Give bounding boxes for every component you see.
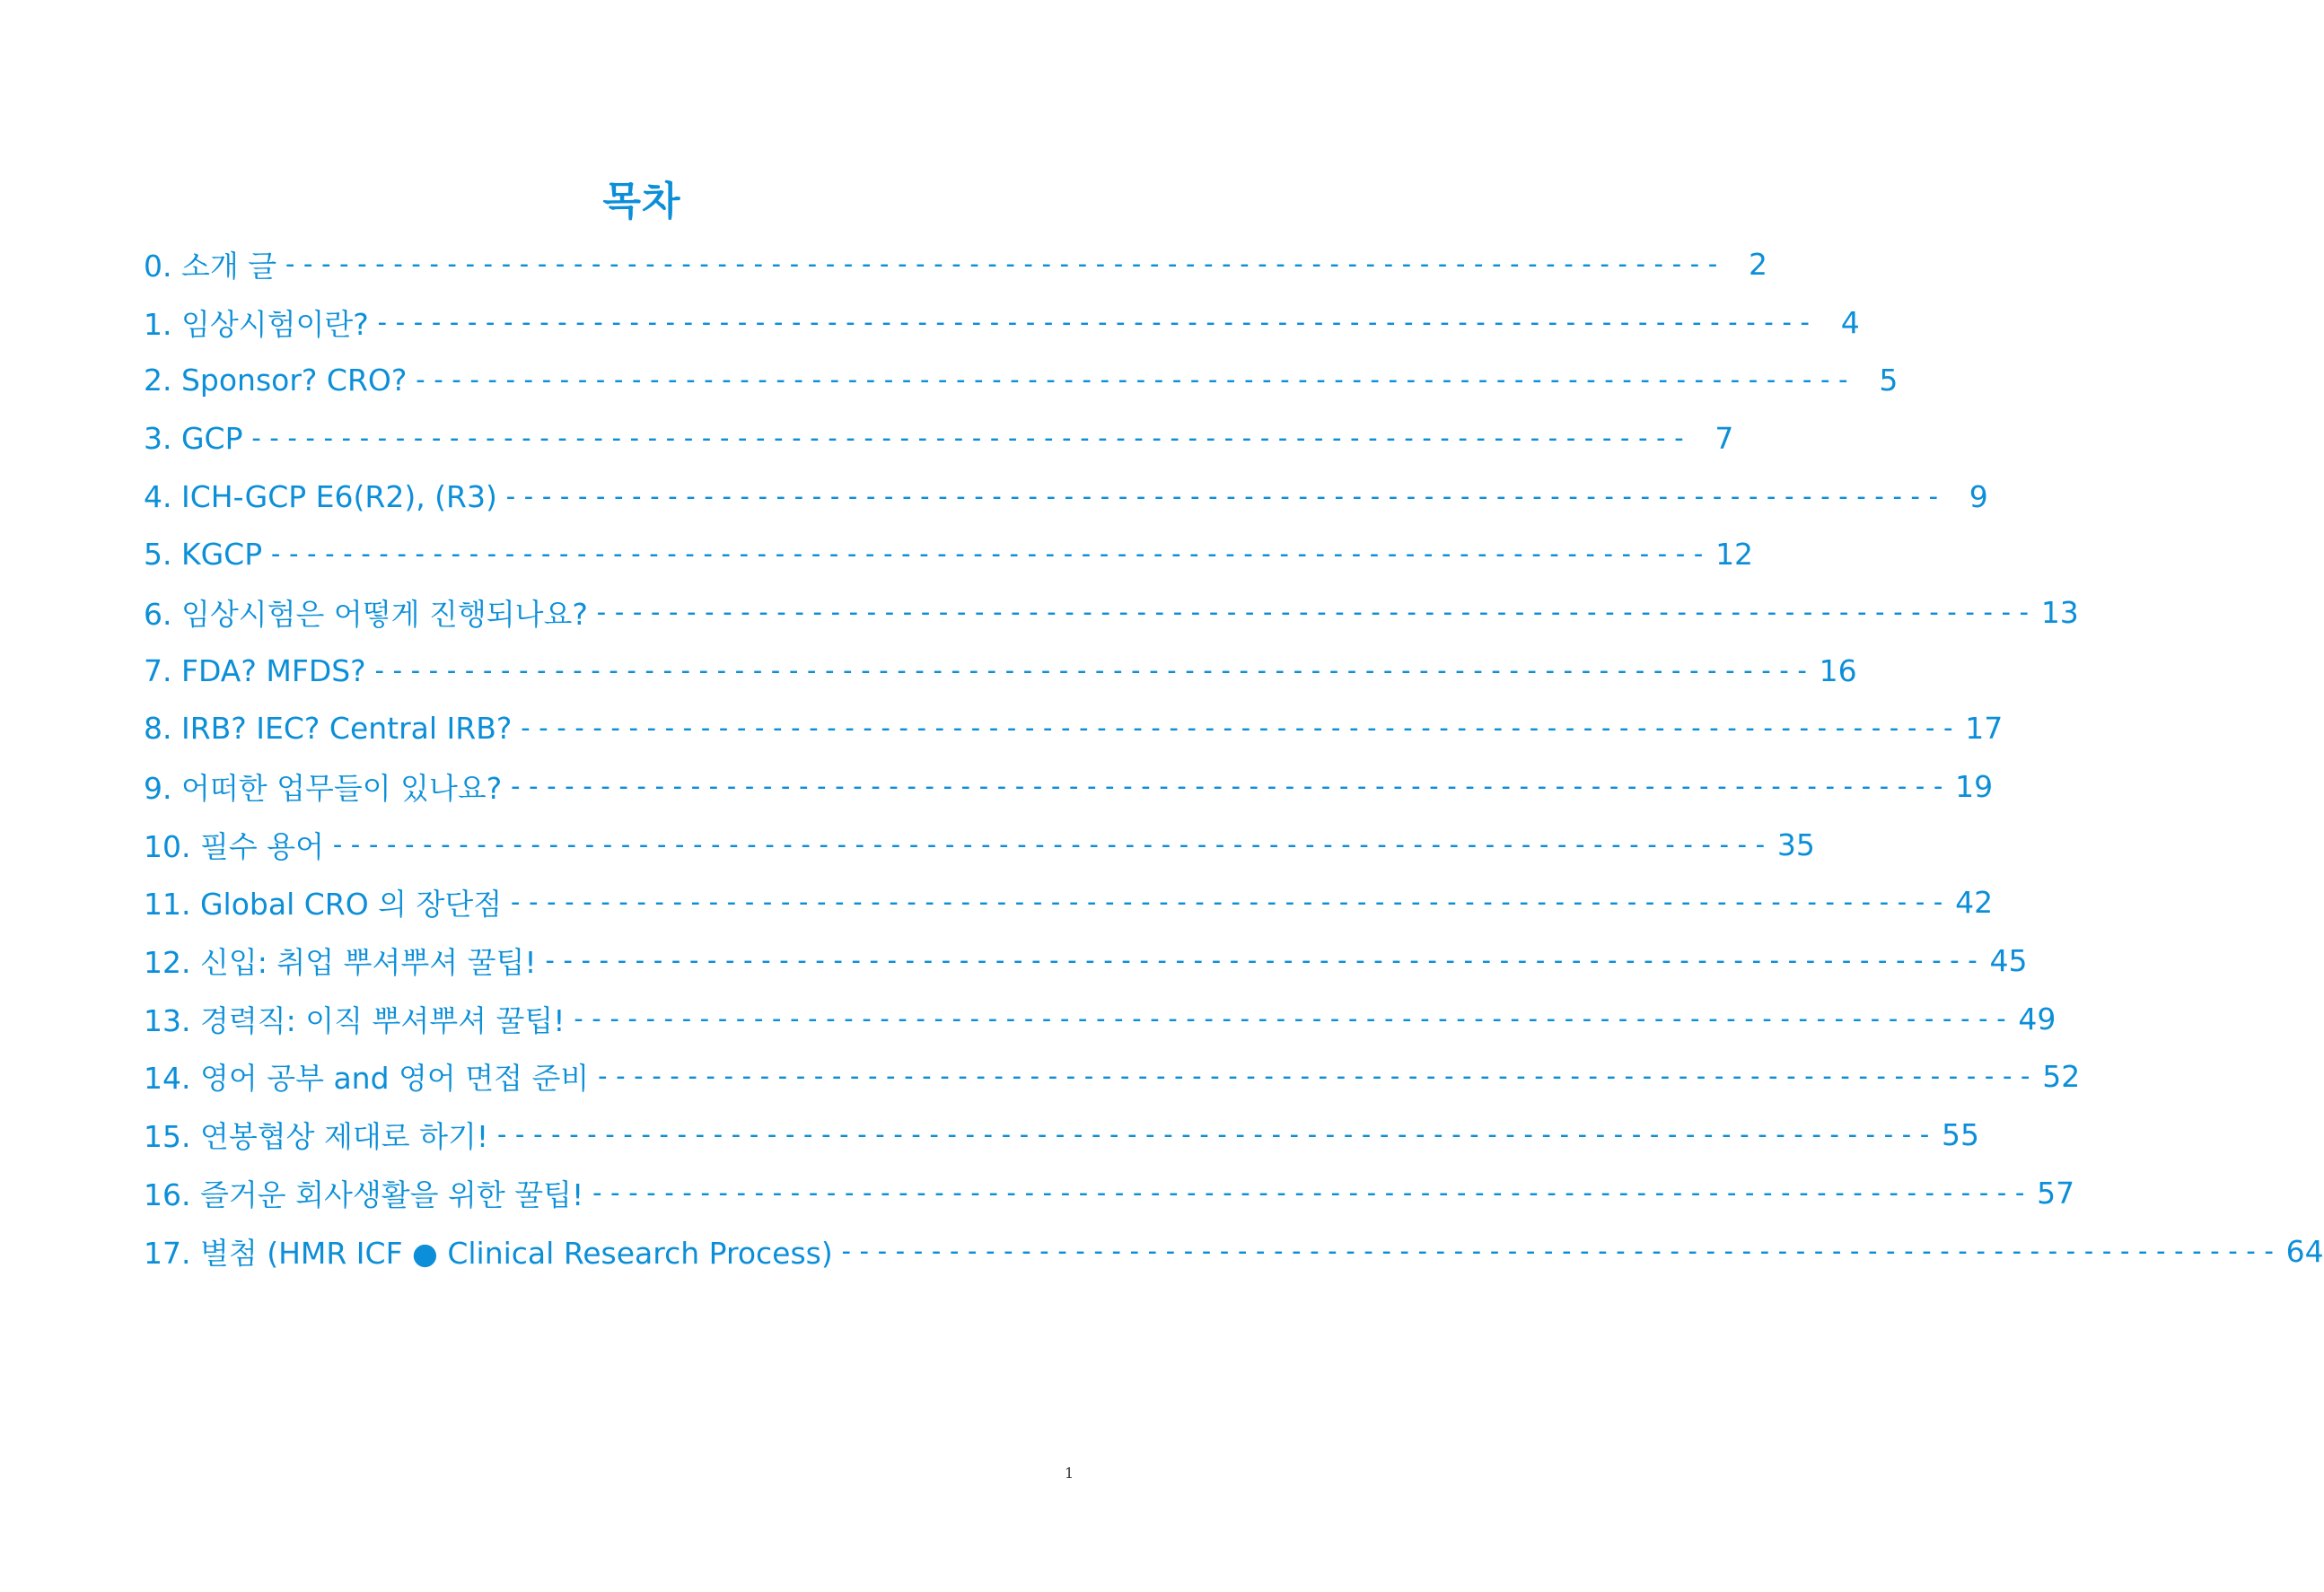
toc-entry-page: 64: [2285, 1233, 2324, 1269]
toc-entry-page: 35: [1776, 827, 1815, 862]
toc-leader-dashes: --------------------------------------------------------------------------------: [373, 306, 1815, 338]
toc-entry-label: 2. Sponsor? CRO?: [144, 363, 408, 398]
toc-entry: [144, 583, 2079, 642]
page-number: 1: [1065, 1465, 1074, 1482]
toc-entry-page: 49: [2018, 1001, 2057, 1037]
toc-entry: [144, 525, 1754, 583]
toc-entry-label: 3. GCP: [144, 420, 243, 456]
toc-entry-label: 4. ICH-GCP E6(R2), (R3): [144, 478, 497, 514]
toc-entry: [144, 293, 1860, 352]
toc-leader-dashes: --------------------------------------------------------------------------------: [329, 828, 1770, 861]
toc-entry-label: 11. Global CRO 의 장단점: [144, 887, 503, 923]
toc-entry-page: 19: [1955, 769, 1994, 805]
toc-leader-dashes: --------------------------------------------------------------------------------: [570, 1002, 2012, 1035]
toc-entry: [144, 816, 1815, 874]
toc-entry-page: 57: [2037, 1175, 2075, 1211]
toc-entry-page: 4: [1840, 304, 1860, 340]
toc-leader-dashes: --------------------------------------------------------------------------------: [541, 945, 1983, 977]
page-title: 목차: [602, 179, 681, 224]
toc-leader-dashes: --------------------------------------------------------------------------------: [517, 713, 1959, 745]
toc-entry-page: 17: [1965, 711, 2004, 747]
toc-entry-page: 55: [1942, 1117, 1980, 1153]
toc-entry: [144, 757, 1994, 816]
toc-entry: [144, 1222, 2324, 1281]
toc-entry-page: 12: [1715, 537, 1754, 573]
toc-entry: [144, 1048, 2081, 1107]
toc-entry: [144, 235, 1768, 293]
toc-leader-dashes: --------------------------------------------------------------------------------: [507, 887, 1949, 919]
toc-entry: [144, 1164, 2075, 1222]
toc-entry-page: 16: [1819, 652, 1857, 688]
toc-entry-page: 9: [1969, 478, 1988, 514]
toc-leader-dashes: --------------------------------------------------------------------------------: [494, 1119, 1935, 1151]
toc-leader-dashes: --------------------------------------------------------------------------------: [267, 538, 1709, 571]
toc-entry-label: 5. KGCP: [144, 537, 263, 573]
toc-leader-dashes: --------------------------------------------------------------------------------: [507, 771, 1949, 803]
toc-entry: [144, 700, 2004, 758]
toc-entry-label: 6. 임상시험은 어떻게 진행되나요?: [144, 596, 588, 632]
toc-leader-dashes: --------------------------------------------------------------------------------: [502, 480, 1943, 512]
toc-entry-label: 10. 필수 용어: [144, 828, 324, 864]
toc-entry-page: 7: [1714, 420, 1734, 456]
toc-leader-dashes: --------------------------------------------------------------------------------: [592, 596, 2034, 628]
toc-entry-label: 15. 연봉협상 제대로 하기!: [144, 1119, 489, 1155]
toc-entry-page: 42: [1955, 885, 1994, 921]
toc-leader-dashes: --------------------------------------------------------------------------------: [412, 364, 1854, 397]
table-of-contents: [144, 235, 2324, 1280]
toc-entry-label: 16. 즐거운 회사생활을 위한 꿀팁!: [144, 1177, 584, 1212]
toc-entry: [144, 874, 1994, 932]
toc-entry-label: 9. 어떠한 업무들이 있나요?: [144, 771, 503, 807]
toc-entry: [144, 932, 2028, 990]
toc-entry-label: 13. 경력직: 이직 뿌셔뿌셔 꿀팁!: [144, 1002, 566, 1038]
toc-entry: [144, 1106, 1980, 1164]
toc-entry-page: 2: [1749, 246, 1768, 282]
toc-leader-dashes: --------------------------------------------------------------------------------: [282, 248, 1723, 280]
toc-entry-label: 1. 임상시험이란?: [144, 306, 369, 342]
toc-leader-dashes: --------------------------------------------------------------------------------: [248, 422, 1689, 454]
toc-entry-page: 45: [1989, 943, 2028, 979]
toc-entry: [144, 351, 1899, 409]
toc-entry-label: 7. FDA? MFDS?: [144, 652, 366, 688]
toc-entry-label: 12. 신입: 취업 뿌셔뿌셔 꿀팁!: [144, 945, 537, 981]
toc-entry: [144, 409, 1734, 468]
toc-entry-page: 52: [2042, 1059, 2081, 1095]
toc-leader-dashes: --------------------------------------------------------------------------------: [589, 1177, 2030, 1209]
toc-entry-page: 13: [2040, 594, 2079, 630]
toc-entry: [144, 642, 1857, 700]
toc-entry-page: 5: [1879, 363, 1899, 398]
toc-leader-dashes: --------------------------------------------------------------------------------: [594, 1061, 2036, 1093]
toc-entry-label: 14. 영어 공부 and 영어 면접 준비: [144, 1061, 590, 1097]
toc-entry: [144, 990, 2057, 1048]
toc-leader-dashes: --------------------------------------------------------------------------------: [371, 654, 1812, 687]
toc-entry-label: 8. IRB? IEC? Central IRB?: [144, 711, 513, 747]
toc-entry: [144, 468, 1988, 526]
toc-entry-label: 17. 별첨 (HMR ICF ● Clinical Research Process): [144, 1235, 833, 1271]
toc-leader-dashes: --------------------------------------------------------------------------------: [838, 1235, 2279, 1267]
toc-entry-label: 0. 소개 글: [144, 248, 277, 284]
